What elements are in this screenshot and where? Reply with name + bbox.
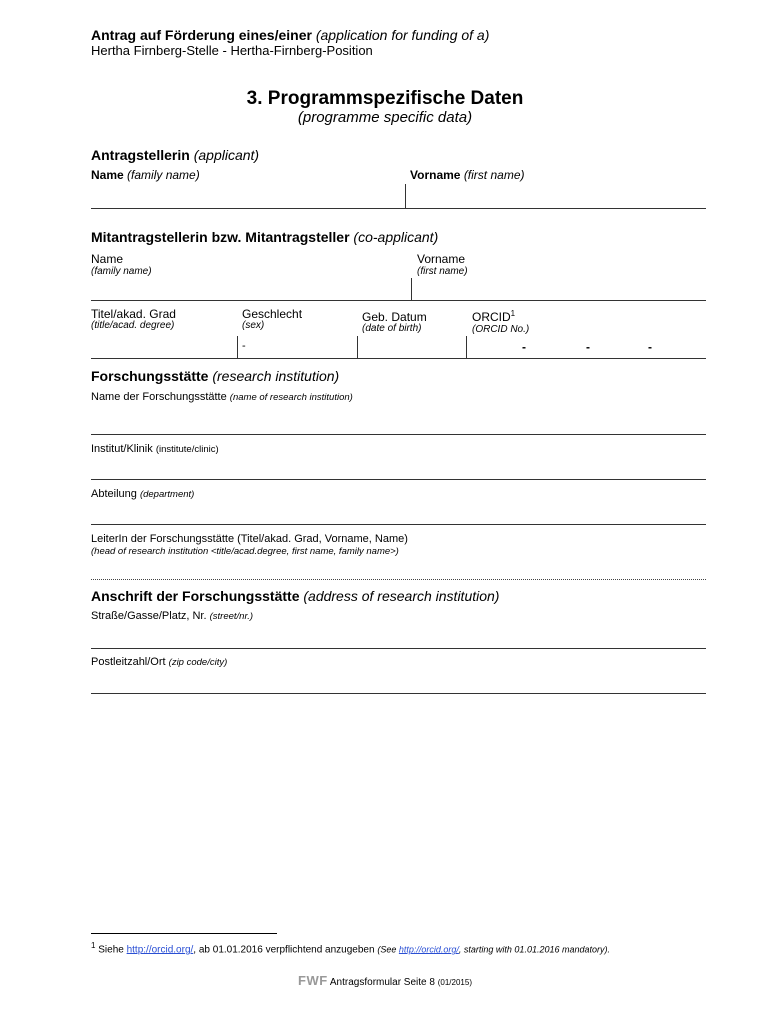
footnote (91, 941, 610, 955)
coapplicant-name-underline (91, 300, 706, 301)
institute-label (91, 443, 219, 455)
department-label (91, 488, 194, 500)
coapplicant-orcid-en: (ORCID No.) (472, 324, 530, 335)
applicant-firstname-label (410, 168, 525, 182)
institute-en: (institute/clinic) (155, 444, 219, 455)
institute-field[interactable] (91, 458, 706, 479)
coapplicant-dob-en: (date of birth) (362, 323, 422, 334)
institution-heading-en: (research institution) (212, 368, 340, 384)
institution-name-de: Name der Forschungsstätte (91, 391, 227, 403)
orcid-divider (466, 336, 467, 358)
orcid-link[interactable]: http://orcid.org/ (126, 944, 194, 956)
footnote-en-pre: (See (377, 944, 397, 955)
applicant-heading-en: (applicant) (193, 147, 260, 163)
coapplicant-name-field[interactable] (91, 278, 411, 300)
header-title-bold: Antrag auf Förderung eines/einer (91, 27, 312, 43)
coapplicant-dob-field[interactable] (359, 336, 465, 358)
street-en: (street/nr.) (209, 611, 254, 622)
institution-name-field[interactable] (91, 406, 706, 434)
header-title-italic: (application for funding of a) (315, 27, 490, 43)
applicant-name-field[interactable] (91, 184, 404, 208)
coapplicant-title-field[interactable] (91, 336, 235, 358)
institution-heading-de: Forschungsstätte (91, 368, 209, 384)
institution-name-underline (91, 434, 706, 435)
footnote-separator (91, 933, 277, 934)
orcid-footnote-ref: 1 (510, 309, 516, 318)
applicant-underline (91, 208, 706, 209)
page-footer (0, 973, 770, 988)
sex-divider (237, 336, 238, 358)
header-title (91, 27, 489, 43)
department-field[interactable] (91, 503, 706, 524)
coapplicant-firstname-field[interactable] (413, 278, 706, 300)
coapplicant-name-label: Name (91, 252, 124, 266)
footnote-text-pre: Siehe (98, 944, 124, 956)
dob-divider (357, 336, 358, 358)
institution-heading (91, 368, 339, 384)
footer-text: Antragsformular Seite 8 (329, 977, 435, 988)
orcid-dash-2: - (586, 340, 590, 354)
applicant-heading (91, 147, 259, 163)
coapplicant-name-divider (411, 278, 412, 300)
street-de: Straße/Gasse/Platz, Nr. (91, 610, 207, 622)
institute-de: Institut/Klinik (91, 443, 153, 455)
department-de: Abteilung (91, 488, 137, 500)
applicant-name-label (91, 168, 200, 182)
coapplicant-name-en: (family name) (91, 266, 152, 277)
coapplicant-sex-label: Geschlecht (242, 307, 303, 321)
orcid-label-text: ORCID (472, 310, 511, 324)
address-heading (91, 588, 499, 604)
zip-de: Postleitzahl/Ort (91, 656, 166, 668)
head-underline (91, 579, 706, 580)
coapplicant-details-underline (91, 358, 706, 359)
orcid-dash-1: - (522, 340, 526, 354)
header-subtitle: Hertha Firnberg-Stelle - Hertha-Firnberg-Position (91, 43, 373, 58)
coapplicant-orcid-label (472, 309, 515, 324)
section-subtitle: (programme specific data) (297, 109, 473, 126)
department-underline (91, 524, 706, 525)
coapplicant-firstname-en: (first name) (417, 266, 468, 277)
footnote-en (377, 944, 610, 954)
footnote-number: 1 (91, 941, 96, 950)
coapplicant-title-en: (title/acad. degree) (91, 320, 175, 331)
address-heading-de: Anschrift der Forschungsstätte (91, 588, 300, 604)
street-field[interactable] (91, 626, 706, 648)
head-label: LeiterIn der Forschungsstätte (Titel/akad. Grad, Vorname, Name) (91, 533, 408, 545)
zip-label (91, 656, 227, 668)
coapplicant-heading-de: Mitantragstellerin bzw. Mitantragsteller (91, 229, 350, 245)
zip-underline (91, 693, 706, 694)
institution-name-en: (name of research institution) (229, 392, 353, 403)
footnote-en-post: , starting with 01.01.2016 mandatory). (458, 944, 610, 955)
coapplicant-orcid-field[interactable] (468, 336, 706, 358)
coapplicant-title-label: Titel/akad. Grad (91, 307, 176, 321)
coapplicant-sex-value: - (242, 340, 246, 352)
applicant-name-en: (family name) (127, 168, 200, 182)
applicant-heading-de: Antragstellerin (91, 147, 190, 163)
address-heading-en: (address of research institution) (303, 588, 500, 604)
department-en: (department) (139, 489, 195, 500)
footer-version: (01/2015) (437, 978, 472, 987)
zip-field[interactable] (91, 672, 706, 693)
orcid-dash-3: - (648, 340, 652, 354)
coapplicant-heading-en: (co-applicant) (353, 229, 439, 245)
fwf-logo: FWF (298, 973, 328, 988)
zip-en: (zip code/city) (168, 657, 228, 668)
institution-name-label (91, 391, 353, 403)
applicant-first-en: (first name) (463, 168, 525, 182)
head-field[interactable] (91, 560, 706, 579)
street-underline (91, 648, 706, 649)
institute-underline (91, 479, 706, 480)
orcid-link-en[interactable]: http://orcid.org/ (398, 944, 459, 955)
section-title: 3. Programmspezifische Daten (246, 88, 524, 109)
coapplicant-sex-en: (sex) (242, 320, 265, 331)
coapplicant-sex-select[interactable] (238, 336, 356, 358)
applicant-divider (405, 184, 406, 208)
footnote-text-mid: , ab 01.01.2016 verpflichtend anzugeben (193, 944, 375, 956)
coapplicant-dob-label: Geb. Datum (362, 310, 427, 324)
applicant-name-de: Name (91, 168, 124, 182)
coapplicant-firstname-label: Vorname (417, 252, 466, 266)
head-en: (head of research institution <title/acad.degree, first name, family name>) (91, 546, 399, 557)
coapplicant-heading (91, 229, 438, 245)
street-label (91, 610, 253, 622)
applicant-firstname-field[interactable] (406, 184, 706, 208)
applicant-first-de: Vorname (410, 168, 461, 182)
